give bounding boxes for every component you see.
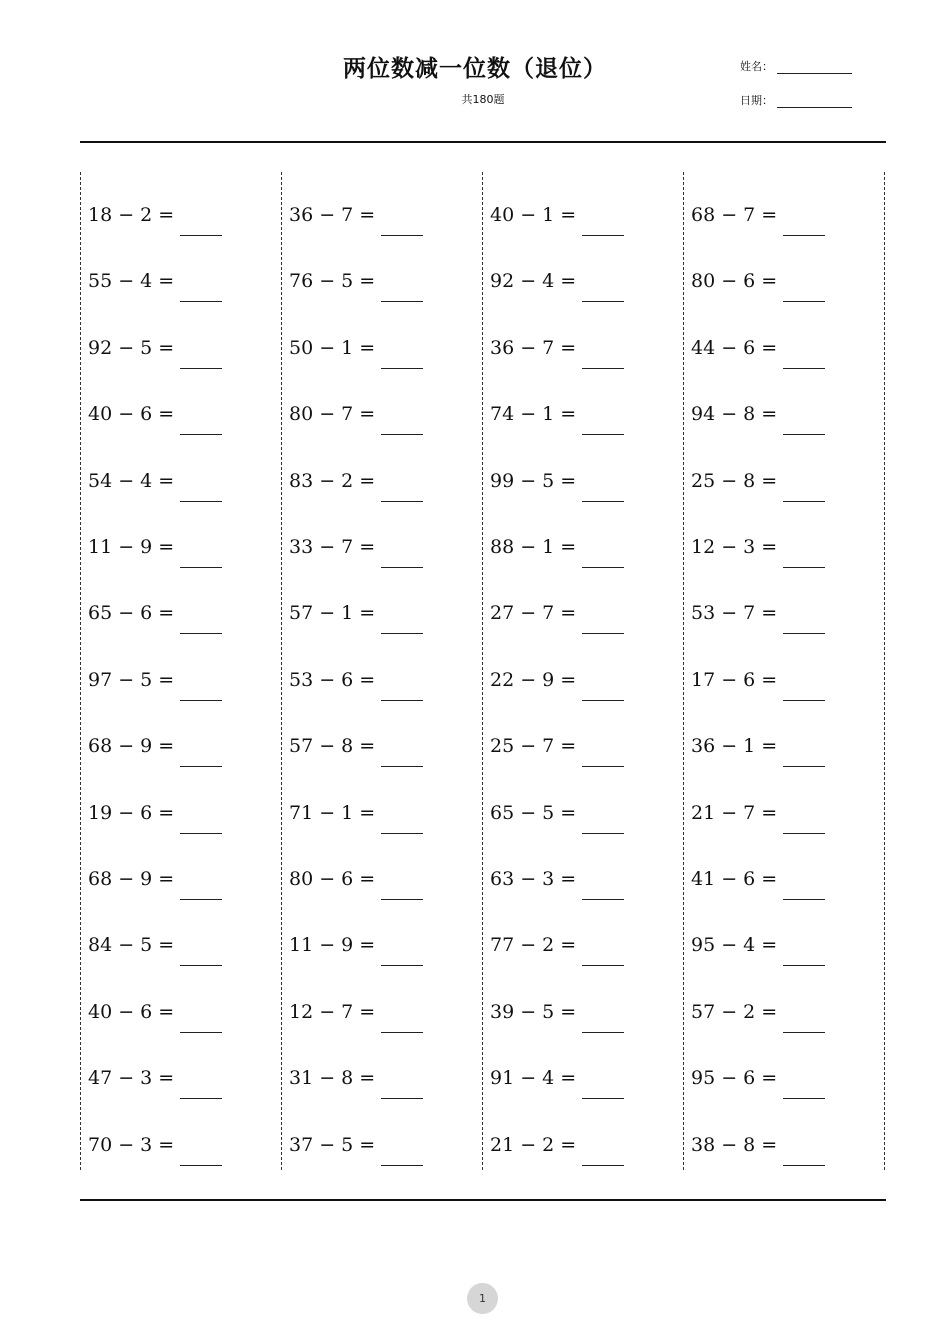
answer-blank[interactable] [381,674,423,701]
answer-blank[interactable] [582,541,624,568]
problem-item [691,252,825,292]
problem-item [691,319,825,359]
problem-expression: 83 − 2 = [289,469,376,492]
problem-expression: 39 − 5 = [490,1000,577,1023]
answer-blank[interactable] [582,275,624,302]
problem-expression: 97 − 5 = [88,668,175,691]
answer-blank[interactable] [381,607,423,634]
problem-expression: 92 − 5 = [88,336,175,359]
problem-item [490,717,624,757]
answer-blank[interactable] [381,873,423,900]
problem-item [88,252,222,292]
problem-item [691,651,825,691]
answer-blank[interactable] [381,1006,423,1033]
problem-count: 共180题 [461,93,505,106]
column-separator [80,172,81,1170]
answer-blank[interactable] [381,1072,423,1099]
problem-item [490,452,624,492]
problem-item [289,1049,423,1089]
problem-expression: 71 − 1 = [289,801,376,824]
problem-item [289,252,423,292]
problem-item [490,186,624,226]
problem-expression: 40 − 6 = [88,1000,175,1023]
problem-expression: 68 − 9 = [88,735,175,758]
problem-item [490,651,624,691]
answer-blank[interactable] [180,740,222,767]
answer-blank[interactable] [381,475,423,502]
problem-expression: 53 − 6 = [289,668,376,691]
problem-item [289,319,423,359]
problem-expression: 99 − 5 = [490,469,577,492]
page-number-badge: 1 [467,1283,498,1314]
problem-expression: 53 − 7 = [691,602,778,625]
column-separator [884,172,885,1170]
answer-blank[interactable] [783,873,825,900]
answer-blank[interactable] [180,674,222,701]
problem-item [88,385,222,425]
problem-expression: 55 − 4 = [88,270,175,293]
problem-expression: 40 − 6 = [88,403,175,426]
problem-expression: 25 − 7 = [490,735,577,758]
problem-item [490,252,624,292]
problem-expression: 80 − 6 = [691,270,778,293]
problem-expression: 25 − 8 = [691,469,778,492]
problem-item [88,1049,222,1089]
name-field [740,58,852,74]
answer-blank[interactable] [381,342,423,369]
problem-item [88,186,222,226]
problem-expression: 38 − 8 = [691,1133,778,1156]
problem-expression: 27 − 7 = [490,602,577,625]
problem-item [490,850,624,890]
answer-blank[interactable] [582,807,624,834]
problem-expression: 68 − 9 = [88,868,175,890]
answer-blank[interactable] [783,1139,825,1166]
problem-item [289,784,423,824]
answer-blank[interactable] [180,541,222,568]
answer-blank[interactable] [381,1139,423,1166]
answer-blank[interactable] [783,607,825,634]
problem-item [88,916,222,956]
problem-expression: 95 − 4 = [691,934,778,957]
problem-item [490,916,624,956]
problem-item [88,452,222,492]
problem-item [289,916,423,956]
problem-item [88,784,222,824]
problem-expression: 22 − 9 = [490,668,577,691]
answer-blank[interactable] [180,873,222,900]
column-separator [683,172,684,1170]
answer-blank[interactable] [180,342,222,369]
answer-blank[interactable] [582,939,624,966]
problem-item [289,584,423,624]
problem-item [289,1116,423,1156]
problem-item [691,850,825,890]
name-blank[interactable] [777,61,852,74]
problem-expression: 80 − 6 = [289,868,376,890]
answer-blank[interactable] [582,342,624,369]
answer-blank[interactable] [783,408,825,435]
column-separator [281,172,282,1170]
answer-blank[interactable] [381,740,423,767]
problem-item [490,1116,624,1156]
problem-item [88,983,222,1023]
bottom-divider [80,1199,886,1201]
problem-expression: 57 − 2 = [691,1000,778,1023]
answer-blank[interactable] [582,209,624,236]
problem-expression: 92 − 4 = [490,270,577,293]
answer-blank[interactable] [381,408,423,435]
answer-blank[interactable] [381,209,423,236]
problem-expression: 84 − 5 = [88,934,175,957]
answer-blank[interactable] [381,807,423,834]
problem-item [490,518,624,558]
problem-item [88,651,222,691]
problem-item [289,385,423,425]
problem-item [691,1116,825,1156]
problem-expression: 63 − 3 = [490,868,577,890]
problem-item [490,319,624,359]
problem-expression: 37 − 5 = [289,1133,376,1156]
answer-blank[interactable] [783,209,825,236]
answer-blank[interactable] [582,1072,624,1099]
problem-expression: 91 − 4 = [490,1067,577,1090]
date-field [740,92,852,108]
problem-expression: 68 − 7 = [691,204,778,226]
answer-blank[interactable] [783,674,825,701]
problem-expression: 36 − 1 = [691,735,778,758]
problem-expression: 17 − 6 = [691,668,778,691]
problem-item [691,784,825,824]
answer-blank[interactable] [582,873,624,900]
problem-item [691,584,825,624]
problem-item [88,717,222,757]
top-divider [80,141,886,143]
answer-blank[interactable] [180,1139,222,1166]
problem-item [490,385,624,425]
answer-blank[interactable] [381,275,423,302]
problem-item [289,186,423,226]
problem-item [691,518,825,558]
problem-expression: 47 − 3 = [88,1067,175,1090]
problem-expression: 36 − 7 = [289,204,376,226]
problem-item [289,850,423,890]
answer-blank[interactable] [783,475,825,502]
problem-item [289,651,423,691]
problem-item [88,850,222,890]
problem-expression: 57 − 8 = [289,735,376,758]
problem-expression: 57 − 1 = [289,602,376,625]
answer-blank[interactable] [180,209,222,236]
answer-blank[interactable] [180,607,222,634]
problem-item [691,1049,825,1089]
problem-expression: 88 − 1 = [490,536,577,558]
problem-expression: 18 − 2 = [88,204,175,226]
problem-expression: 44 − 6 = [691,336,778,359]
problem-item [691,186,825,226]
problem-expression: 21 − 7 = [691,801,778,824]
problem-item [289,518,423,558]
problem-item [691,983,825,1023]
problem-expression: 12 − 7 = [289,1000,376,1023]
answer-blank[interactable] [783,541,825,568]
problem-expression: 76 − 5 = [289,270,376,293]
problem-item [490,784,624,824]
problem-expression: 33 − 7 = [289,536,376,558]
answer-blank[interactable] [180,807,222,834]
answer-blank[interactable] [783,275,825,302]
problem-expression: 74 − 1 = [490,403,577,426]
problem-item [691,452,825,492]
problem-item [88,584,222,624]
problem-item [88,319,222,359]
answer-blank[interactable] [783,740,825,767]
answer-blank[interactable] [582,1006,624,1033]
problem-expression: 11 − 9 = [88,536,175,558]
problem-expression: 31 − 8 = [289,1067,376,1090]
problem-expression: 40 − 1 = [490,204,577,226]
problem-item [490,983,624,1023]
answer-blank[interactable] [582,607,624,634]
problem-item [691,717,825,757]
answer-blank[interactable] [180,475,222,502]
problem-item [490,1049,624,1089]
problem-item [88,1116,222,1156]
answer-blank[interactable] [783,1072,825,1099]
problem-item [289,717,423,757]
problem-expression: 77 − 2 = [490,934,577,957]
problem-item [289,983,423,1023]
problem-expression: 36 − 7 = [490,336,577,359]
problem-expression: 54 − 4 = [88,469,175,492]
answer-blank[interactable] [180,1006,222,1033]
problem-item [691,385,825,425]
column-separator [482,172,483,1170]
answer-blank[interactable] [180,275,222,302]
answer-blank[interactable] [180,408,222,435]
answer-blank[interactable] [582,740,624,767]
problem-expression: 80 − 7 = [289,403,376,426]
problem-expression: 65 − 5 = [490,801,577,824]
problem-expression: 12 − 3 = [691,536,778,558]
problem-expression: 19 − 6 = [88,801,175,824]
problem-grid [80,172,886,1170]
name-label: 姓名： [740,60,773,73]
worksheet-title: 两位数减一位数（退位） [343,56,607,82]
answer-blank[interactable] [783,939,825,966]
answer-blank[interactable] [783,807,825,834]
answer-blank[interactable] [180,939,222,966]
problem-expression: 70 − 3 = [88,1133,175,1156]
answer-blank[interactable] [582,475,624,502]
problem-expression: 95 − 6 = [691,1067,778,1090]
problem-expression: 65 − 6 = [88,602,175,625]
answer-blank[interactable] [582,1139,624,1166]
problem-item [289,452,423,492]
answer-blank[interactable] [582,674,624,701]
problem-expression: 94 − 8 = [691,403,778,426]
answer-blank[interactable] [180,1072,222,1099]
answer-blank[interactable] [381,939,423,966]
problem-item [691,916,825,956]
answer-blank[interactable] [381,541,423,568]
date-label: 日期： [740,94,773,107]
problem-expression: 21 − 2 = [490,1133,577,1156]
answer-blank[interactable] [582,408,624,435]
problem-expression: 41 − 6 = [691,868,778,890]
problem-expression: 11 − 9 = [289,934,376,957]
date-blank[interactable] [777,95,852,108]
answer-blank[interactable] [783,1006,825,1033]
problem-expression: 50 − 1 = [289,336,376,359]
problem-item [490,584,624,624]
problem-item [88,518,222,558]
answer-blank[interactable] [783,342,825,369]
